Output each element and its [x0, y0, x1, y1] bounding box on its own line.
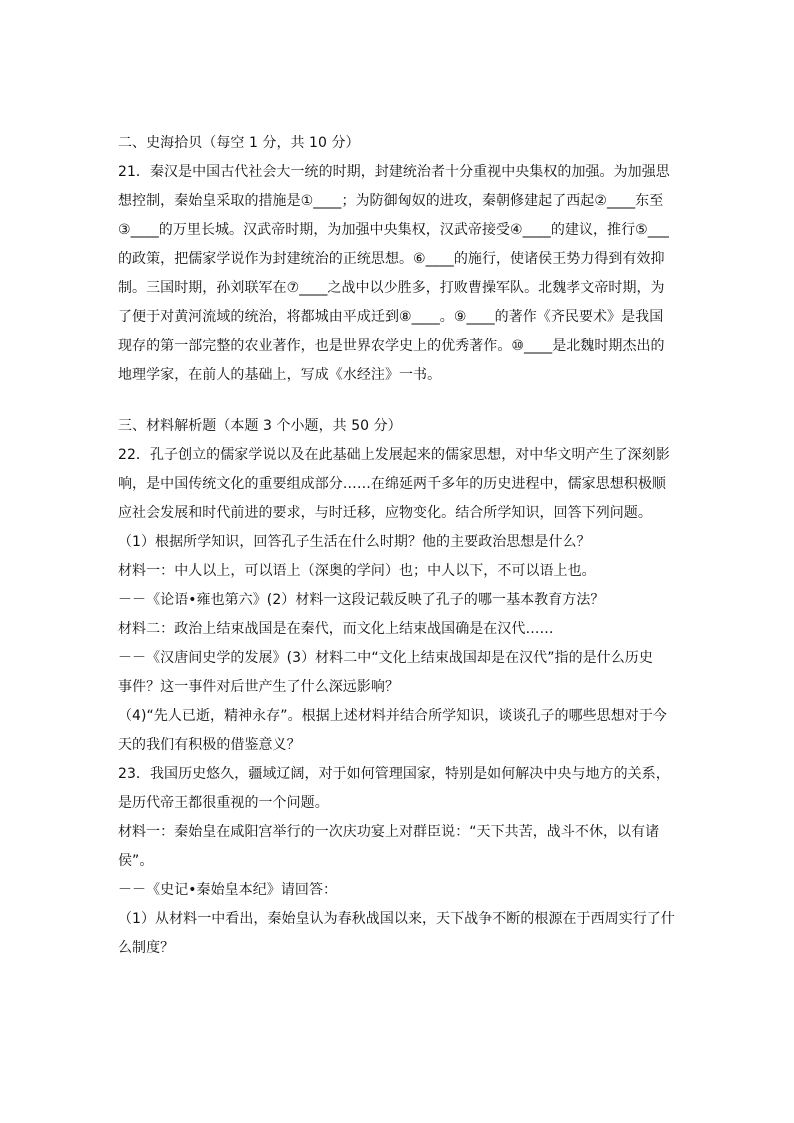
q21-line: 21．秦汉是中国古代社会大一统的时期，封建统治者十分重视中央集权的加强。为加强思 — [118, 164, 670, 180]
question-21 — [118, 158, 678, 390]
q23-material-1: 材料一：秦始皇在咸阳宫举行的一次庆功宴上对群臣说：“天下共苦，战斗不休，以有诸 — [118, 824, 660, 840]
q22-subquestion-4-cont: 天的我们有积极的借鉴意义？ — [118, 737, 301, 753]
q23-source: －－《史记•秦始皇本纪》请回答： — [118, 882, 338, 898]
q22-source-and-subquestion-3: －－《汉唐间史学的发展》(3）材料二中“文化上结束战国却是在汉代”指的是什么历史 — [118, 650, 653, 666]
q22-material-2: 材料二：政治上结束战国是在秦代，而文化上结束战国确是在汉代…… — [118, 621, 554, 637]
q23-material-1-cont: 侯”。 — [118, 853, 154, 869]
q22-line: 22．孔子创立的儒家学说以及在此基础上发展起来的儒家思想，对中华文明产生了深刻影 — [118, 447, 670, 463]
section-spacer — [118, 390, 678, 412]
q23-subquestion-1: （1）从材料一中看出，秦始皇认为春秋战国以来，天下战争不断的根源在于西周实行了什 — [118, 911, 675, 927]
q22-line: 响，是中国传统文化的重要组成部分……在绵延两千多年的历史进程中，儒家思想积极顺 — [118, 476, 666, 492]
q21-line: 想控制，秦始皇采取的措施是①____；为防御匈奴的进攻，秦朝修建起了西起②____东至 — [118, 193, 664, 209]
section2-heading: 二、史海拾贝（每空 1 分，共 10 分） — [118, 135, 360, 151]
q23-line: 23．我国历史悠久，疆域辽阔，对于如何管理国家，特别是如何解决中央与地方的关系， — [118, 766, 670, 782]
q22-source-and-subquestion-2: －－《论语•雍也第六》(2）材料一这段记载反映了孔子的哪一基本教育方法？ — [118, 592, 605, 608]
q22-subquestion-4: （4)“先人已逝，精神永存”。根据上述材料并结合所学知识，谈谈孔子的哪些思想对于今 — [118, 708, 667, 724]
q23-subquestion-1-cont: 么制度？ — [118, 940, 175, 956]
q21-line: ③____的万里长城。汉武帝时期，为加强中央集权，汉武帝接受④____的建议，推行⑤___ — [118, 222, 669, 238]
q22-line: 应社会发展和时代前进的要求，与时迁移，应物变化。结合所学知识，回答下列问题。 — [118, 505, 652, 521]
q22-material-1: 材料一：中人以上，可以语上（深奥的学问）也；中人以下，不可以语上也。 — [118, 563, 596, 579]
q22-subquestion-3-cont: 事件？这一事件对后世产生了什么深远影响？ — [118, 679, 399, 695]
q21-line: 制。三国时期，孙刘联军在⑦____之战中以少胜多，打败曹操军队。北魏孝文帝时期，为 — [118, 280, 665, 296]
q23-line: 是历代帝王都很重视的一个问题。 — [118, 795, 329, 811]
q21-line: 的政策，把儒家学说作为封建统治的正统思想。⑥____的施行，使诸侯王势力得到有效抑 — [118, 251, 665, 267]
section3-heading: 三、材料解析题（本题 3 个小题，共 50 分） — [118, 418, 402, 434]
q21-line: 了便于对黄河流域的统治，将都城由平成迁到⑧____。⑨____的著作《齐民要术》是我国 — [118, 309, 664, 325]
q21-line: 地理学家，在前人的基础上，写成《水经注》一书。 — [118, 367, 442, 383]
q21-line: 现存的第一部完整的农业著作，也是世界农学史上的优秀著作。⑩____是北魏时期杰出的 — [118, 338, 665, 354]
q22-subquestion-1: （1）根据所学知识，回答孔子生活在什么时期？他的主要政治思想是什么？ — [118, 534, 591, 550]
exam-page — [118, 129, 678, 963]
section3-body — [118, 441, 678, 963]
